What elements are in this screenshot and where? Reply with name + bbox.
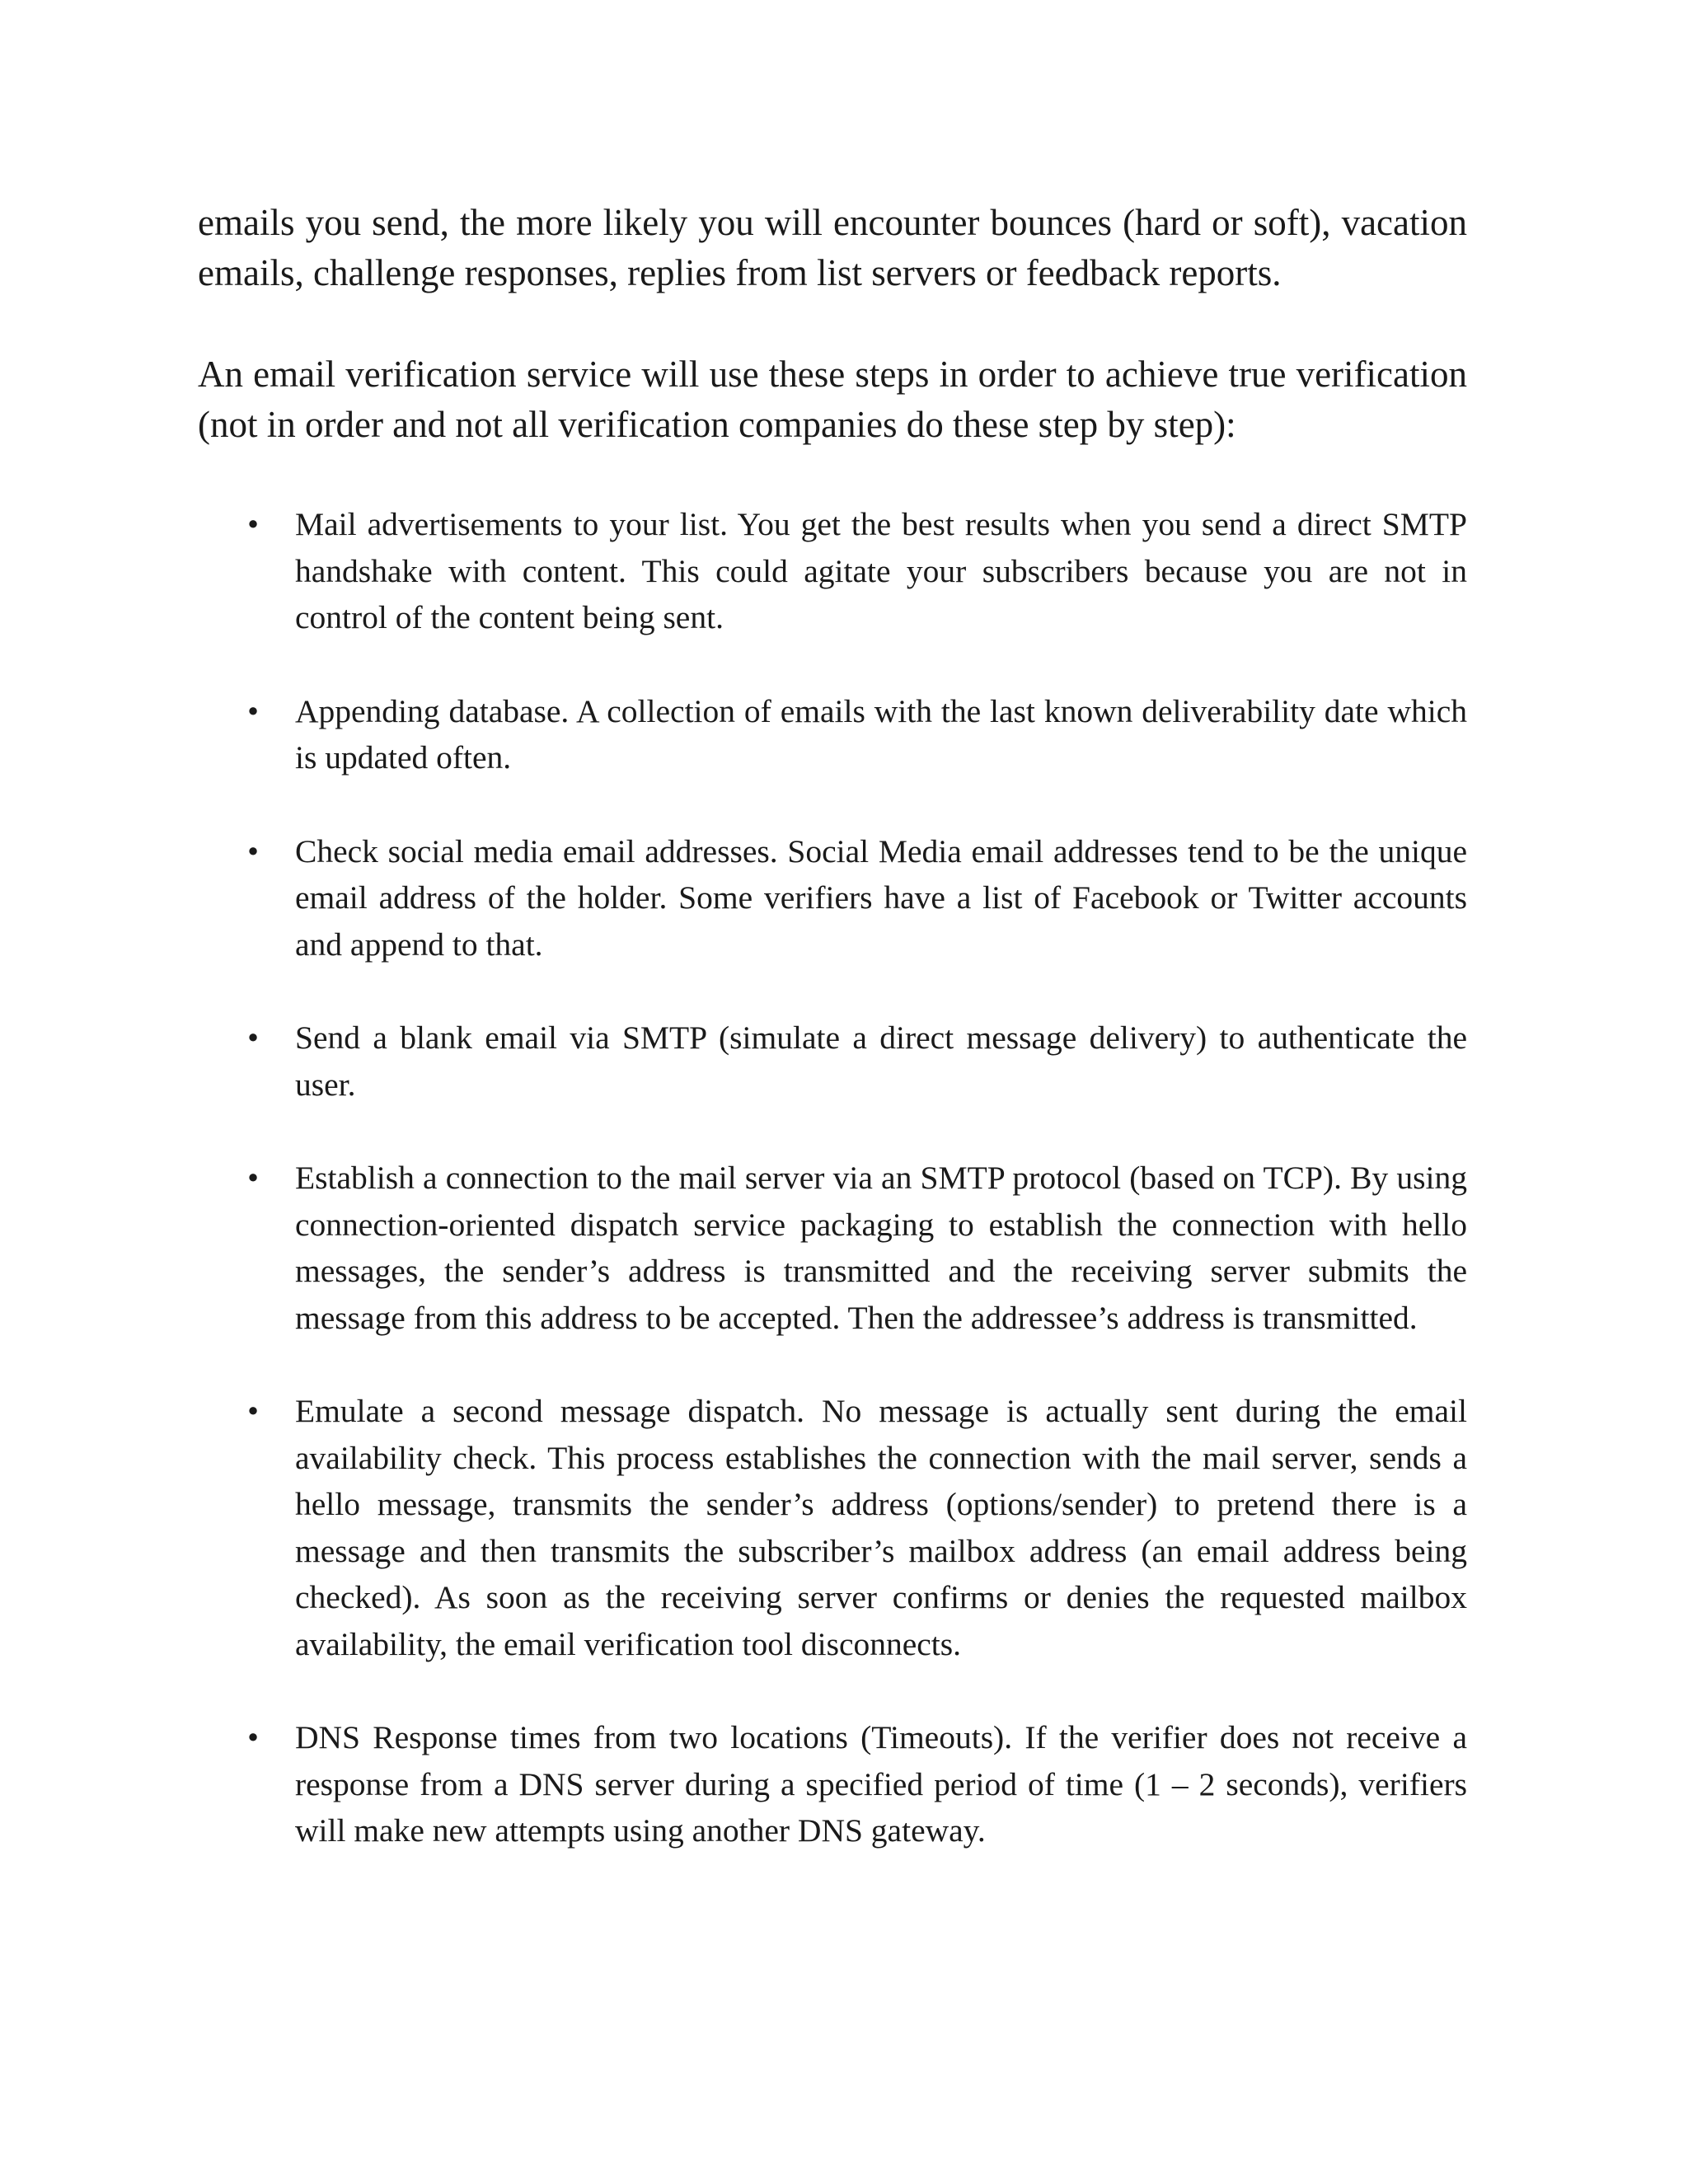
- bullet-icon: •: [247, 1160, 259, 1196]
- list-item: [198, 688, 1467, 781]
- list-item-text: Emulate a second message dispatch. No message is actually sent during the email availability check. This process establishes the connection with the mail server, sends a hello message, transmits the sender’s address (options/sender) to pretend there is a message and then transmits the subscriber’s mailbox address (an email address being checked). As soon as the receiving server confirms or denies the requested mailbox availability, the email verification tool disconnects.: [295, 1393, 1467, 1662]
- list-item-text: Check social media email addresses. Social Media email addresses tend to be the unique email address of the holder. Some verifiers have a list of Facebook or Twitter accounts and append to that.: [295, 832, 1467, 963]
- list-item-text: Establish a connection to the mail server via an SMTP protocol (based on TCP). By using connection-oriented dispatch service packaging to establish the connection with hello messages, the sender’s address is transmitted and the receiving server submits the message from this address to be accepted. Then the addressee’s address is transmitted.: [295, 1160, 1467, 1336]
- bullet-icon: •: [247, 692, 259, 729]
- list-item: [198, 501, 1467, 641]
- bullet-icon: •: [247, 1019, 259, 1056]
- steps-intro-paragraph: An email verification service will use these steps in order to achieve true verification (not in order and not all verification companies do these step by step):: [198, 354, 1467, 445]
- list-item-text: Mail advertisements to your list. You get the best results when you send a direct SMTP handshake with content. This could agitate your subscribers because you are not in control of the content being sent.: [295, 506, 1467, 635]
- list-item-text: Appending database. A collection of emails with the last known deliverability date which is updated often.: [295, 692, 1467, 776]
- document-page: [198, 198, 1467, 1854]
- intro-paragraph: emails you send, the more likely you will encounter bounces (hard or soft), vacation emails, challenge responses, replies from list servers or feedback reports.: [198, 202, 1467, 293]
- verification-steps-list: [198, 501, 1467, 1854]
- list-item: [198, 1155, 1467, 1341]
- list-item: [198, 1015, 1467, 1108]
- list-item: [198, 1714, 1467, 1854]
- bullet-icon: •: [247, 506, 259, 542]
- bullet-icon: •: [247, 832, 259, 869]
- list-item: [198, 828, 1467, 968]
- list-item: [198, 1388, 1467, 1667]
- bullet-icon: •: [247, 1393, 259, 1429]
- list-item-text: DNS Response times from two locations (Timeouts). If the verifier does not receive a response from a DNS server during a specified period of time (1 – 2 seconds), verifiers will make new attempts using another DNS gateway.: [295, 1719, 1467, 1849]
- list-item-text: Send a blank email via SMTP (simulate a direct message delivery) to authenticate the user.: [295, 1019, 1467, 1103]
- bullet-icon: •: [247, 1719, 259, 1755]
